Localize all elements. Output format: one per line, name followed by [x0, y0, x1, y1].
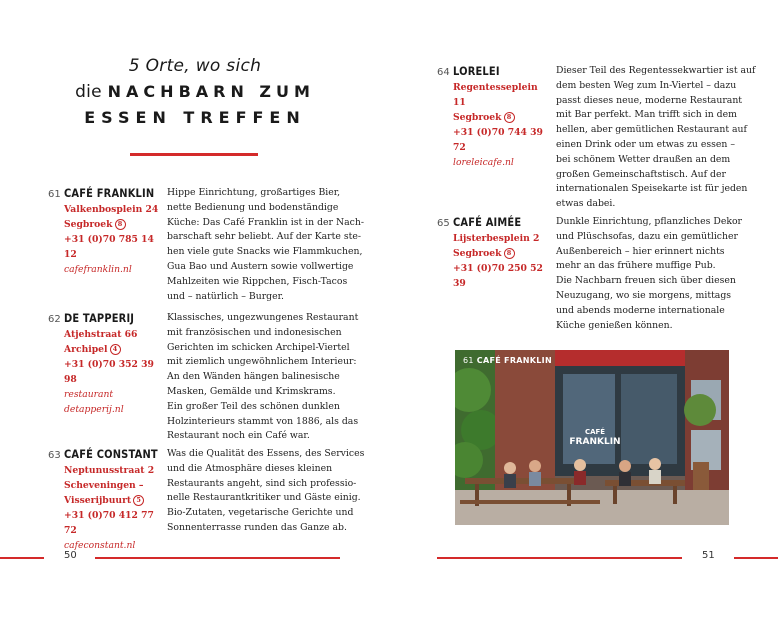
address-street: Regentesseplein 11 [453, 82, 538, 108]
entry-number: 62 [48, 314, 61, 325]
entry-name: DE TAPPERIJ [64, 311, 135, 325]
entry-name: CAFÉ AIMÉE [453, 215, 522, 229]
entry-name: CAFÉ CONSTANT [64, 447, 158, 461]
address-street: Valkenbosplein 24 [64, 204, 159, 215]
entry-website[interactable]: cafefranklin.nl [64, 264, 132, 275]
district-badge: 8 [504, 248, 515, 259]
entry-website[interactable]: loreleicafe.nl [453, 157, 514, 168]
entry-de-tapperij [48, 311, 359, 442]
entry-description: Was die Qualität des Essens, des Services und die Atmosphäre dieses kleinen Restaurants angeht, sind sich professio- nelle Restaurantkritiker und Gäste einig. Bio-Zutaten, vegetarische Gerichte und Sonnenterrasse runden das Ganze ab. [167, 448, 365, 533]
district-badge: 8 [504, 112, 515, 123]
entry-phone: +31 (0)70 250 52 39 [453, 263, 543, 289]
heading-line-2-caps: NACHBARN ZUM [107, 82, 315, 101]
photo-caption-name: CAFÉ FRANKLIN [476, 356, 552, 365]
page-number-right: 51 [702, 550, 715, 561]
entry-address [453, 231, 549, 291]
sign-line-2: FRANKLIN [569, 437, 621, 447]
entry-description: Dieser Teil des Regentessekwartier ist auf dem besten Weg zum In-Viertel – dazu passt dieses neue, moderne Restaurant mit Bar perfekt. Man trifft sich in dem hellen, aber gemütlichen Restaurant auf einen Drink oder um etwas zu essen – bei schönem Wetter draußen an dem großen Gemeinschaftstisch. Auf der internationalen Speisekarte ist für jeden etwas dabei. [556, 65, 756, 210]
entry-number: 61 [48, 189, 61, 200]
entry-cafe-aimee [437, 215, 743, 335]
entry-description: Dunkle Einrichtung, pflanzliches Dekor und Plüschsofas, dazu ein gemütlicher Außenbereich – hier erinnert nichts mehr an das frühere muffige Pub. Die Nachbarn freuen sich über diesen Neuzugang, wo sie morgens, mittags und abends moderne internationale Küche genießen können. [556, 216, 743, 331]
entry-name: LORELEI [453, 64, 500, 78]
cafe-franklin-photo [455, 350, 729, 525]
district-badge: 5 [133, 495, 144, 506]
footer-rule-right-outer [734, 557, 778, 559]
entry-address [64, 202, 160, 277]
entry-website[interactable]: cafeconstant.nl [64, 540, 136, 551]
photo-caption-number: 61 [463, 356, 474, 365]
address-street: Neptunusstraat 2 [64, 465, 155, 476]
heading-line-2 [60, 82, 330, 102]
chapter-heading [60, 56, 330, 127]
footer-rule-left-inner [95, 557, 340, 559]
address-street: Atjehstraat 66 [64, 329, 138, 340]
district-badge: 8 [115, 219, 126, 230]
entry-name: CAFÉ FRANKLIN [64, 186, 155, 200]
entry-website[interactable]: restaurant detapperij.nl [64, 389, 124, 415]
address-district: Archipel 4 [64, 342, 160, 357]
photo-caption [463, 356, 552, 365]
heading-line-3: ESSEN TREFFEN [84, 108, 306, 127]
entry-cafe-franklin [48, 186, 364, 306]
address-street: Lijsterbesplein 2 [453, 233, 540, 244]
heading-line-1: 5 Orte, wo sich [128, 56, 262, 76]
footer-rule-left-outer [0, 557, 44, 559]
footer-rule-right-inner [437, 557, 682, 559]
entry-number: 63 [48, 450, 61, 461]
entry-address [64, 463, 160, 553]
heading-rule [130, 153, 258, 156]
entry-address [453, 80, 549, 170]
page-number-left: 50 [64, 550, 77, 561]
storefront-illustration [455, 350, 729, 525]
entry-phone: +31 (0)70 352 39 98 [64, 359, 154, 385]
entry-cafe-constant [48, 447, 365, 551]
sign-line-1: CAFÉ [584, 428, 606, 436]
entry-phone: +31 (0)70 785 14 12 [64, 234, 154, 260]
address-district: Segbroek 8 [64, 217, 160, 232]
entry-number: 65 [437, 218, 450, 229]
heading-line-2-prefix: die [75, 82, 102, 102]
entry-phone: +31 (0)70 744 39 72 [453, 127, 543, 153]
entry-lorelei [437, 64, 756, 210]
entry-description: Klassisches, ungezwungenes Restaurant mit französischen und indonesischen Gerichten im schicken Archipel-Viertel mit ziemlich ungewöhnlichem Interieur: An den Wänden hängen balinesische Masken, Gemälde und Krimskrams. Ein großer Teil des schönen dunklen Holzinterieurs stammt von 1886, als das Restaurant noch ein Café war. [167, 312, 359, 442]
entry-phone: +31 (0)70 412 77 72 [64, 510, 154, 536]
address-district: Segbroek 8 [453, 110, 549, 125]
address-area: Scheveningen – [64, 480, 144, 491]
entry-description: Hippe Einrichtung, großartiges Bier, nette Bedienung und bodenständige Küche: Das Café Franklin ist in der Nach- barschaft sehr beliebt. Auf der Karte ste- hen viele gute Snacks wie Flammkuchen, Gua Bao und Austern sowie vollwertige Mahlzeiten wie Rippchen, Fisch-Tacos und – natürlich – Burger. [167, 187, 364, 302]
address-district: Segbroek 8 [453, 246, 549, 261]
district-badge: 4 [110, 344, 121, 355]
entry-address [64, 327, 160, 417]
entry-number: 64 [437, 67, 450, 78]
address-district: Visserijbuurt 5 [64, 493, 160, 508]
